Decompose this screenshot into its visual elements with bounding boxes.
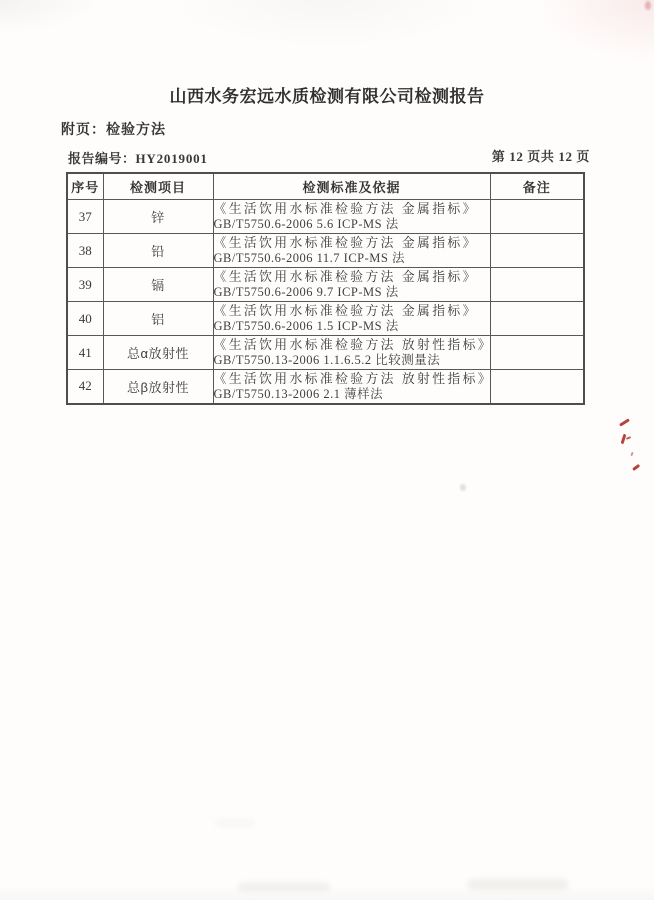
page-title: 山西水务宏远水质检测有限公司检测报告	[169, 87, 485, 106]
cell-item: 锌	[103, 200, 213, 234]
methods-table	[66, 172, 585, 405]
table-row	[67, 268, 584, 302]
cell-item: 总α放射性	[103, 336, 213, 370]
cell-remark	[490, 302, 584, 336]
red-pen-mark	[632, 464, 640, 471]
standard-clause: GB/T5750.6-2006 11.7 ICP-MS 法	[213, 251, 405, 265]
col-header-standard: 检测标准及依据	[213, 173, 490, 200]
cell-no: 42	[67, 370, 103, 404]
cell-item: 铝	[103, 302, 213, 336]
standard-clause: GB/T5750.6-2006 5.6 ICP-MS 法	[213, 217, 399, 231]
cell-no: 40	[67, 302, 103, 336]
cell-no: 37	[67, 200, 103, 234]
red-pen-mark	[626, 436, 631, 440]
scan-speck	[460, 484, 466, 491]
cell-remark	[490, 268, 584, 302]
scan-smudge	[468, 879, 568, 890]
standard-title: 《生活饮用水标准检验方法 金属指标》	[213, 269, 478, 284]
cell-standard	[213, 370, 493, 404]
standard-title: 《生活饮用水标准检验方法 金属指标》	[213, 235, 478, 250]
table-row	[67, 234, 584, 268]
cell-no: 38	[67, 234, 103, 268]
cell-remark	[490, 336, 584, 370]
cell-item: 总β放射性	[103, 370, 213, 404]
report-number	[68, 148, 208, 167]
scan-smudge	[215, 820, 255, 826]
table-row	[67, 336, 584, 370]
scan-pink-artifact	[645, 1, 651, 10]
standard-title: 《生活饮用水标准检验方法 金属指标》	[213, 201, 478, 216]
cell-item: 镉	[103, 268, 213, 302]
red-pen-mark	[619, 418, 630, 426]
report-number-value: HY2019001	[135, 151, 208, 166]
cell-standard	[213, 268, 490, 302]
col-header-no: 序号	[67, 173, 103, 200]
cell-no: 41	[67, 336, 103, 370]
cell-standard	[213, 336, 493, 370]
table-header-row	[67, 173, 584, 200]
red-pen-mark	[630, 452, 634, 456]
table-row	[67, 302, 584, 336]
report-number-label: 报告编号：	[68, 151, 136, 166]
cell-remark	[490, 370, 584, 404]
standard-clause: GB/T5750.13-2006 1.1.6.5.2 比较测量法	[213, 353, 441, 367]
scan-smudge	[238, 883, 330, 891]
standard-clause: GB/T5750.6-2006 1.5 ICP-MS 法	[213, 319, 399, 333]
cell-standard	[213, 302, 490, 336]
col-header-item: 检测项目	[103, 173, 213, 200]
cell-no: 39	[67, 268, 103, 302]
col-header-remark: 备注	[490, 173, 584, 200]
table-row	[67, 370, 584, 404]
standard-title: 《生活饮用水标准检验方法 金属指标》	[213, 303, 478, 318]
standard-clause: GB/T5750.6-2006 9.7 ICP-MS 法	[213, 285, 399, 299]
page-indicator: 第 12 页共 12 页	[491, 149, 590, 164]
table-row	[67, 200, 584, 234]
attachment-heading: 附页：检验方法	[61, 121, 166, 137]
standard-title: 《生活饮用水标准检验方法 放射性指标》	[213, 370, 493, 386]
cell-standard	[213, 200, 490, 234]
cell-remark	[490, 234, 584, 268]
standard-clause: GB/T5750.13-2006 2.1 薄样法	[213, 386, 384, 401]
cell-remark	[490, 200, 584, 234]
cell-standard	[213, 234, 490, 268]
cell-item: 铅	[103, 234, 213, 268]
standard-title: 《生活饮用水标准检验方法 放射性指标》	[213, 337, 493, 352]
